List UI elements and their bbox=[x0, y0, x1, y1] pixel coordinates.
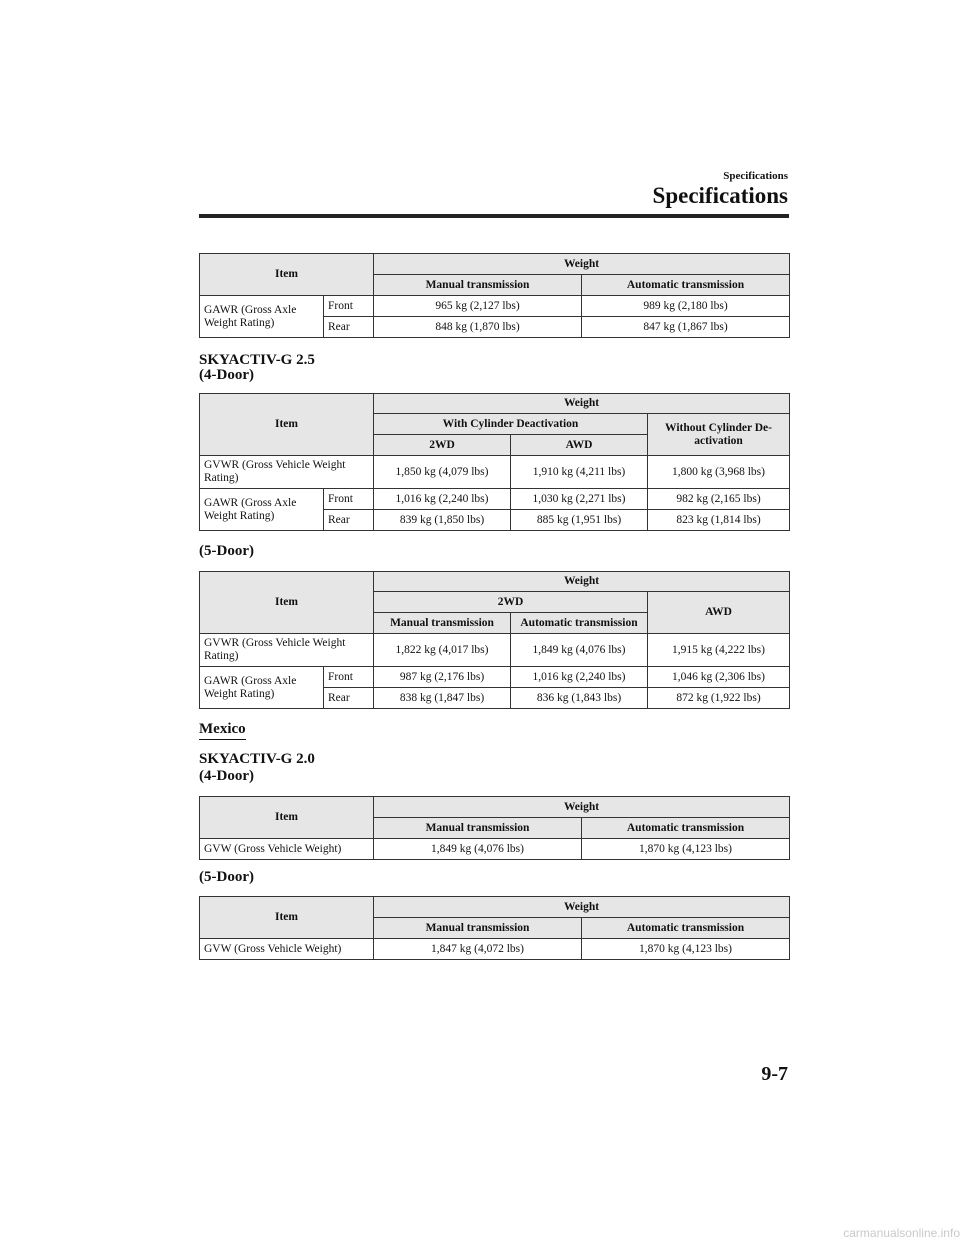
weight-header: Weight bbox=[374, 254, 790, 275]
without-cd-header: Without Cylinder De-activation bbox=[648, 414, 790, 456]
gawr-label: GAWR (Gross Axle Weight Rating) bbox=[200, 667, 324, 709]
table-cell: 1,870 kg (4,123 lbs) bbox=[582, 839, 790, 860]
weight-table-gawr bbox=[199, 253, 790, 338]
front-label: Front bbox=[324, 667, 374, 688]
running-header-title: Specifications bbox=[652, 183, 788, 208]
watermark: carmanualsonline.info bbox=[843, 1226, 960, 1240]
section-title-g25: SKYACTIV-G 2.5 bbox=[199, 352, 315, 368]
table-cell: 1,822 kg (4,017 lbs) bbox=[374, 634, 511, 667]
table-cell: 982 kg (2,165 lbs) bbox=[648, 489, 790, 510]
table-cell: 839 kg (1,850 lbs) bbox=[374, 510, 511, 531]
item-header: Item bbox=[200, 572, 374, 634]
item-header: Item bbox=[200, 254, 374, 296]
with-cd-header: With Cylinder Deactivation bbox=[374, 414, 648, 435]
table-cell: 1,910 kg (4,211 lbs) bbox=[511, 456, 648, 489]
table-cell: 1,870 kg (4,123 lbs) bbox=[582, 939, 790, 960]
front-label: Front bbox=[324, 489, 374, 510]
weight-table-g25-4door bbox=[199, 393, 790, 531]
manual-header: Manual transmission bbox=[374, 275, 582, 296]
automatic-header: Automatic transmission bbox=[582, 918, 790, 939]
automatic-header: Automatic transmission bbox=[511, 613, 648, 634]
awd-header: AWD bbox=[511, 435, 648, 456]
table-cell: 872 kg (1,922 lbs) bbox=[648, 688, 790, 709]
weight-header: Weight bbox=[374, 572, 790, 592]
table-cell: 838 kg (1,847 lbs) bbox=[374, 688, 511, 709]
subsection-4door: (4-Door) bbox=[199, 768, 254, 784]
subsection-5door: (5-Door) bbox=[199, 543, 254, 559]
table-cell: 1,850 kg (4,079 lbs) bbox=[374, 456, 511, 489]
table-cell: 1,915 kg (4,222 lbs) bbox=[648, 634, 790, 667]
table-cell: 965 kg (2,127 lbs) bbox=[374, 296, 582, 317]
table-cell: 1,847 kg (4,072 lbs) bbox=[374, 939, 582, 960]
table-cell: 987 kg (2,176 lbs) bbox=[374, 667, 511, 688]
automatic-header: Automatic transmission bbox=[582, 275, 790, 296]
table-cell: 1,016 kg (2,240 lbs) bbox=[374, 489, 511, 510]
weight-table-g25-5door bbox=[199, 571, 790, 709]
item-header: Item bbox=[200, 797, 374, 839]
table-cell: 1,800 kg (3,968 lbs) bbox=[648, 456, 790, 489]
gawr-label: GAWR (Gross Axle Weight Rating) bbox=[200, 296, 324, 338]
2wd-header: 2WD bbox=[374, 592, 648, 613]
subsection-5door: (5-Door) bbox=[199, 869, 254, 885]
table-cell: 847 kg (1,867 lbs) bbox=[582, 317, 790, 338]
gvw-label: GVW (Gross Vehicle Weight) bbox=[200, 939, 374, 960]
weight-header: Weight bbox=[374, 897, 790, 918]
weight-header: Weight bbox=[374, 797, 790, 818]
weight-table-g20-4door bbox=[199, 796, 790, 860]
rear-label: Rear bbox=[324, 317, 374, 338]
item-header: Item bbox=[200, 897, 374, 939]
rear-label: Rear bbox=[324, 688, 374, 709]
subsection-4door: (4-Door) bbox=[199, 367, 254, 383]
automatic-header: Automatic transmission bbox=[582, 818, 790, 839]
awd-header: AWD bbox=[648, 592, 790, 634]
gawr-label: GAWR (Gross Axle Weight Rating) bbox=[200, 489, 324, 531]
section-title-g20: SKYACTIV-G 2.0 bbox=[199, 751, 315, 767]
table-cell: 1,849 kg (4,076 lbs) bbox=[374, 839, 582, 860]
table-cell: 1,030 kg (2,271 lbs) bbox=[511, 489, 648, 510]
weight-table-g20-5door bbox=[199, 896, 790, 960]
item-header: Item bbox=[200, 394, 374, 456]
gvwr-label: GVWR (Gross Vehicle Weight Rating) bbox=[200, 634, 374, 667]
weight-header: Weight bbox=[374, 394, 790, 414]
2wd-header: 2WD bbox=[374, 435, 511, 456]
table-cell: 989 kg (2,180 lbs) bbox=[582, 296, 790, 317]
header-rule bbox=[199, 214, 789, 218]
front-label: Front bbox=[324, 296, 374, 317]
running-header-small: Specifications bbox=[723, 170, 788, 182]
rear-label: Rear bbox=[324, 510, 374, 531]
table-cell: 848 kg (1,870 lbs) bbox=[374, 317, 582, 338]
manual-header: Manual transmission bbox=[374, 918, 582, 939]
table-cell: 823 kg (1,814 lbs) bbox=[648, 510, 790, 531]
gvw-label: GVW (Gross Vehicle Weight) bbox=[200, 839, 374, 860]
table-cell: 885 kg (1,951 lbs) bbox=[511, 510, 648, 531]
section-mexico: Mexico bbox=[199, 721, 246, 740]
manual-header: Manual transmission bbox=[374, 818, 582, 839]
table-cell: 1,016 kg (2,240 lbs) bbox=[511, 667, 648, 688]
page-number: 9-7 bbox=[761, 1063, 788, 1085]
table-cell: 1,046 kg (2,306 lbs) bbox=[648, 667, 790, 688]
gvwr-label: GVWR (Gross Vehicle Weight Rating) bbox=[200, 456, 374, 489]
manual-header: Manual transmission bbox=[374, 613, 511, 634]
table-cell: 1,849 kg (4,076 lbs) bbox=[511, 634, 648, 667]
table-cell: 836 kg (1,843 lbs) bbox=[511, 688, 648, 709]
